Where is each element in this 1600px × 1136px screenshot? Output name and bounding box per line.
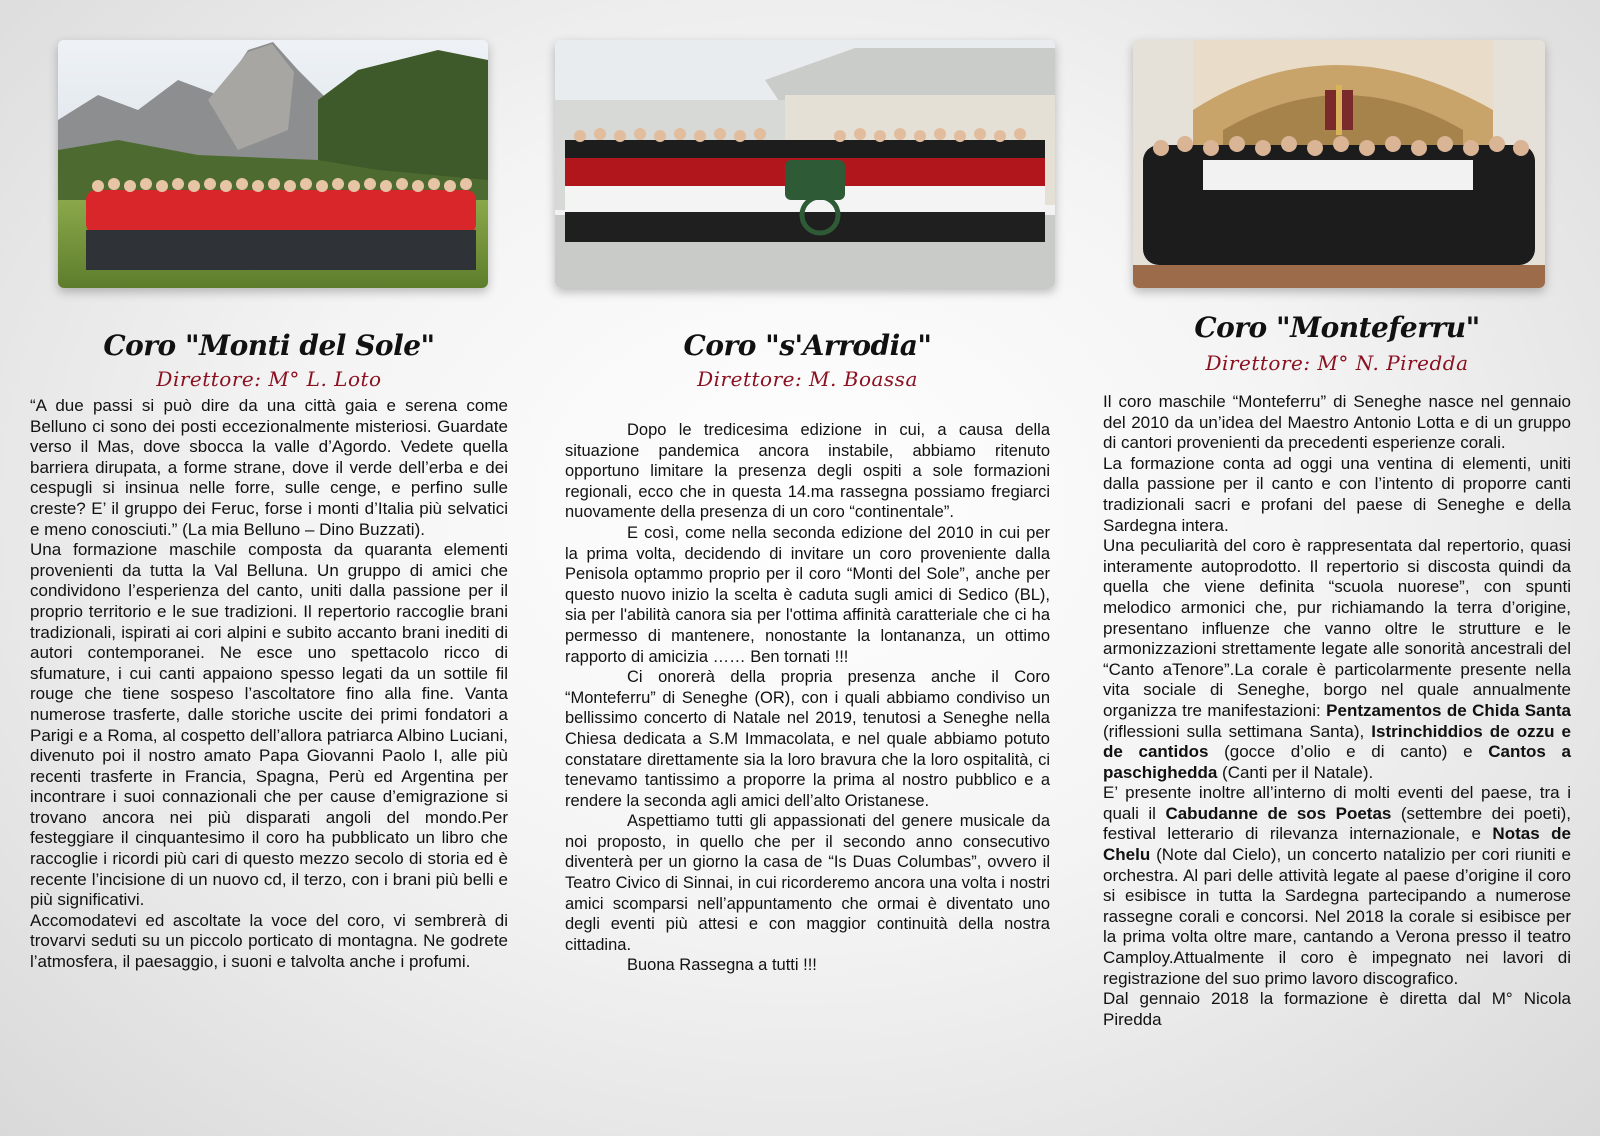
text-run: (gocce d’olio e di canto) e [1208,742,1489,762]
paragraph: Una formazione maschile composta da quaranta elementi provenienti da tutta la Val Belluna. Un gruppo di amici che condividono l’esperienza del canto, uniti dalla passione per il proprio territorio e le sue tradizioni. Il repertorio raccoglie brani tradizionali, ispirati ai cori alpini e subito accanto brani inediti di autori contemporanei. Ne esce uno spettacolo ricco di sfumature, i cui canti appaiono spesso legati da un sottile fil rouge che tiene sospeso l’ascoltatore fino alla fine. Vanta numerose trasferte, dalle storiche uscite dei primi fondatori a Parigi e a Roma, al cospetto dell’allora patriarca Albino Luciani, divenuto poi il nostro amato Papa Giovanni Paolo I, alle più recenti trasferte in Francia, Spagna, Perù ed Argentina per incontrare i suoi connazionali che per cause d’emigrazione si trovano ancora nei più disparati angoli del mondo.Per festeggiare il cinquantesimo il coro ha pubblicato un libro che raccoglie i ricordi più cari di questo mezzo secolo di storia ed è recente l’incisione di un nuovo cd, il terzo, con i brani più belli e più significativi. [30,540,508,910]
photo-s-arrodia [555,40,1055,288]
paragraph: La formazione conta ad oggi una ventina di elementi, uniti dalla passione per il canto e con l’intento di proporre canti tradizionali sacri e profani del paese di Seneghe e della Sardegna intera. [1103,453,1571,535]
paragraph: Dopo le tredicesima edizione in cui, a causa della situazione pandemica ancora instabile, abbiamo ritenuto opportuno limitare la presenza degli ospiti a sole formazioni regionali, ecco che in questa 14.ma rassegna possiamo fregiarci nuovamente della presenza di un coro “continentale”. [565,421,1050,522]
column-monteferru [1103,310,1571,1030]
text-run: E’ presente inoltre all’interno di molti eventi del paese, tra i quali il [1103,783,1571,823]
event-name: Cantos a paschighedda [1103,742,1572,782]
paragraph: Buona Rassegna a tutti !!! [627,956,817,975]
director-name: Direttore: M° L. Loto [156,367,382,391]
photo-monteferru [1133,40,1545,288]
event-name: Notas de Chelu [1103,824,1572,865]
text-run: (Note dal Cielo), un concerto natalizio per cori riuniti e orchestra. Al pari delle attività legate al paese d’origine il coro si esibisce in tutta la Sardegna partecipando a numerose rassegne corali e concorsi. Nel 2018 la corale si esibisce per la prima volta oltre mare, cantando a Verona presso il teatro Camploy.Attualmente il coro è impegnato nei lavori di registrazione del suo primo lavoro discografico. [1103,845,1571,988]
director-name: Direttore: M. Boassa [697,367,918,391]
column-body [1103,392,1571,1030]
paragraph: Aspettiamo tutti gli appassionati del genere musicale da noi proposto, in quello che per il secondo anno consecutivo diventerà per un giorno la casa de “Is Duas Columbas”, ovvero il Teatro Civico di Sinnai, in cui ricorderemo ancora una volta i nostri amici scomparsi nell’appuntamento che ormai è diventato uno degli eventi più attesi e con maggior continuità della nostra cittadina. [565,812,1050,954]
text-run: (riflessioni sulla settimana Santa), [1103,721,1372,741]
column-body [565,420,1050,976]
text-run: (settembre dei poeti), festival letterario di rilevanza internazionale, e [1103,803,1571,844]
choir-title: Coro "Monti del Sole" [103,329,435,362]
paragraph: Dal gennaio 2018 la formazione è diretta dal M° Nicola Piredda [1103,989,1571,1029]
column-body [30,396,508,973]
choir-title: Coro "Monteferru" [1194,311,1480,344]
event-name: Istrinchiddios de ozzu e de cantidos [1103,721,1572,762]
director-name: Direttore: M° N. Piredda [1205,351,1469,375]
paragraph [1103,536,1571,783]
photo-monti-del-sole [58,40,488,288]
paragraph: “A due passi si può dire da una città gaia e serena come Belluno ci sono dei posti eccezionalmente misteriosi. Guardate verso il Mas, dove sbocca la valle d’Agordo. Vedete quella barriera dirupata, a forme strane, dove il verde dell’erba e dei cespugli si insinua nelle forre, sulle cenge, e perfino sulle creste? E’ il gruppo dei Feruc, forse i monti d’Italia più selvatici e meno conosciuti.” (La mia Belluno – Dino Buzzati). [30,396,508,539]
text-run: (Canti per il Natale). [1217,762,1374,782]
paragraph [1103,783,1571,989]
text-run: Una peculiarità del coro è rappresentata dal repertorio, quasi interamente autoprodotto. Il repertorio si discosta quindi da quella che viene definita “scuola nuorese”, con spunti melodico armonici che, pur richiamando la terra d’origine, presentano influenze che vanno oltre le strutture e le armonizzazioni strettamente legate alle sonorità ancestrali del “Canto aTenore”.La corale è particolarmente presente nella vita sociale di Seneghe, borgo nel quale annualmente organizza tre manifestazioni: [1103,536,1571,720]
paragraph: E così, come nella seconda edizione del 2010 in cui per la prima volta, decidendo di invitare un coro proveniente dalla Penisola optammo proprio per il coro “Monti del Sole”, anche per questo nuovo inizio la scelta è caduta sugli amici di Sedico (BL), sia per l'abilità canora sia per l'ottima affinità caratteriale che ci ha permesso di mantenere, nonostante la lontananza, un ottimo rapporto di amicizia …… Ben tornati !!! [565,523,1050,666]
paragraph: Il coro maschile “Monteferru” di Seneghe nasce nel gennaio del 2010 da un’idea del Maestro Antonio Lotta e di un gruppo di cantori provenienti da precedenti esperienze corali. [1103,392,1571,453]
paragraph: Accomodatevi ed ascoltate la voce del coro, vi sembrerà di trovarvi seduti su un piccolo porticato di montagna. Ne godrete l’atmosfera, il paesaggio, i suoni e talvolta anche i profumi. [30,910,508,972]
event-name: Cabudanne de sos Poetas [1165,803,1392,823]
column-monti-del-sole [30,328,508,973]
choir-title: Coro "s'Arrodia" [683,329,932,362]
event-name: Pentzamentos de Chida Santa [1326,700,1571,720]
paragraph: Ci onorerà della propria presenza anche il Coro “Monteferru” di Seneghe (OR), con i quali abbiamo condiviso un bellissimo concerto di Natale nel 2019, tenutosi a Seneghe nella Chiesa dedicata a S.M Immacolata, e nel quale abbiamo potuto constatare direttamente sia la loro bravura che la loro ospitalità, ci tenevamo tantissimo a proporre la prima al nostro pubblico e a rendere la seconda agli amici dell’alto Oristanese. [565,668,1050,810]
column-s-arrodia [565,328,1050,976]
